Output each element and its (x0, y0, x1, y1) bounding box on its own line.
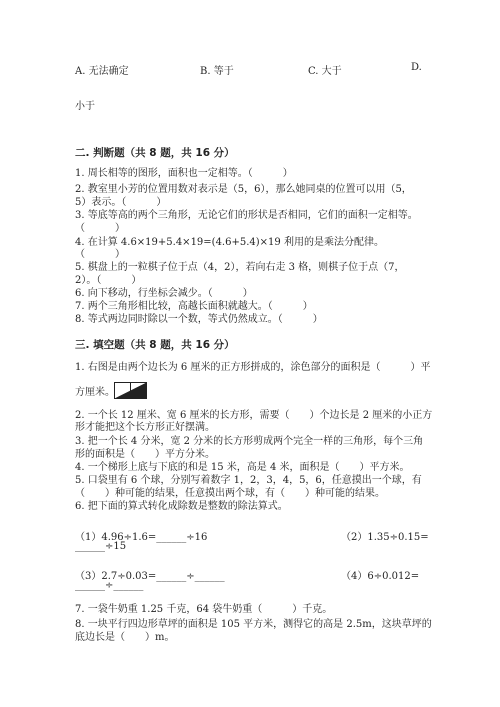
shaded-squares-figure (114, 382, 148, 399)
list-item: 4. 在计算 4.6×19+5.4×19=(4.6+5.4)×19 利用的是乘法分配律。 (75, 237, 384, 248)
list-item: 8. 等式两边同时除以一个数，等式仍然成立。（ ） (75, 314, 323, 325)
option-d: D. (411, 62, 422, 73)
list-item: 5）表示。（ ） (75, 197, 167, 208)
sub-question-4-continued: ______÷______ (75, 580, 144, 591)
sub-question-1: （1）4.96÷1.6=______÷16 (75, 532, 208, 543)
option-a: A. 无法确定 (75, 66, 129, 77)
sub-question-1-continued: ______÷15 (75, 541, 127, 552)
list-item: 3. 等底等高的两个三角形，无论它们的形状是否相同，它们的面积一定相等。 (75, 210, 418, 221)
list-item: 2. 教室里小芳的位置用数对表示是（5，6），那么她同桌的位置可以用（5， (75, 184, 412, 195)
sub-question-2: （2）1.35÷0.15= (341, 532, 429, 543)
list-item: 5. 口袋里有 6 个球，分别写着数字 1，2，3，4，5，6，任意摸出一个球，有 (75, 475, 422, 486)
list-item: 形的面积是（ ）平方分米。 (75, 449, 215, 460)
list-item: 2. 一个长 12 厘米、宽 6 厘米的长方形，需要（ ）个边长是 2 厘米的小正方 (75, 410, 433, 421)
list-item: 8. 一块平行四边形草坪的面积是 105 平方米，测得它的高是 2.5m，这块草坪的 (75, 619, 432, 630)
list-item: （ ）种可能的结果，任意摸出两个球，有（ ）种可能的结果。 (75, 488, 385, 499)
option-d-continued: 小于 (75, 101, 95, 112)
list-item: 形才能把这个长方形正好摆满。 (75, 422, 215, 433)
list-item: 底边长是（ ）m。 (75, 632, 175, 643)
list-item: 1. 周长相等的图形，面积也一定相等。（ ） (75, 168, 293, 179)
list-item: （ ） (75, 249, 125, 260)
list-item: 3. 把一个长 4 分米，宽 2 分米的长方形剪成两个完全一样的三角形，每个三角 (75, 436, 424, 447)
section-title-judgement: 二. 判断题（共 8 题，共 16 分） (75, 147, 235, 159)
sub-question-4: （4）6÷0.012= (341, 571, 420, 582)
list-item: 方厘米。 (75, 387, 115, 398)
option-b: B. 等于 (200, 66, 234, 77)
list-item: 5. 棋盘上的一粒棋子位于点（4，2），若向右走 3 格，则棋子位于点（7， (75, 262, 405, 273)
list-item: （ ） (75, 223, 125, 234)
list-item: 1. 右图是由两个边长为 6 厘米的正方形拼成的，涂色部分的面积是（ ）平 (75, 362, 431, 373)
option-c: C. 大于 (308, 66, 342, 77)
list-item: 2）。（ ） (75, 275, 142, 286)
list-item: 6. 把下面的算式转化成除数是整数的除法算式。 (75, 501, 288, 512)
list-item: 7. 一袋牛奶重 1.25 千克，64 袋牛奶重（ ）千克。 (75, 604, 333, 615)
list-item: 7. 两个三角形相比较，高越长面积就越大。（ ） (75, 301, 313, 312)
list-item: 4. 一个梯形上底与下底的和是 15 米，高是 4 米，面积是（ ）平方米。 (75, 462, 410, 473)
sub-question-3: （3）2.7÷0.03=______÷______ (75, 571, 225, 582)
list-item: 6. 向下移动，行坐标会减少。（ ） (75, 288, 253, 299)
section-title-fill-blank: 三. 填空题（共 8 题，共 16 分） (75, 339, 235, 351)
